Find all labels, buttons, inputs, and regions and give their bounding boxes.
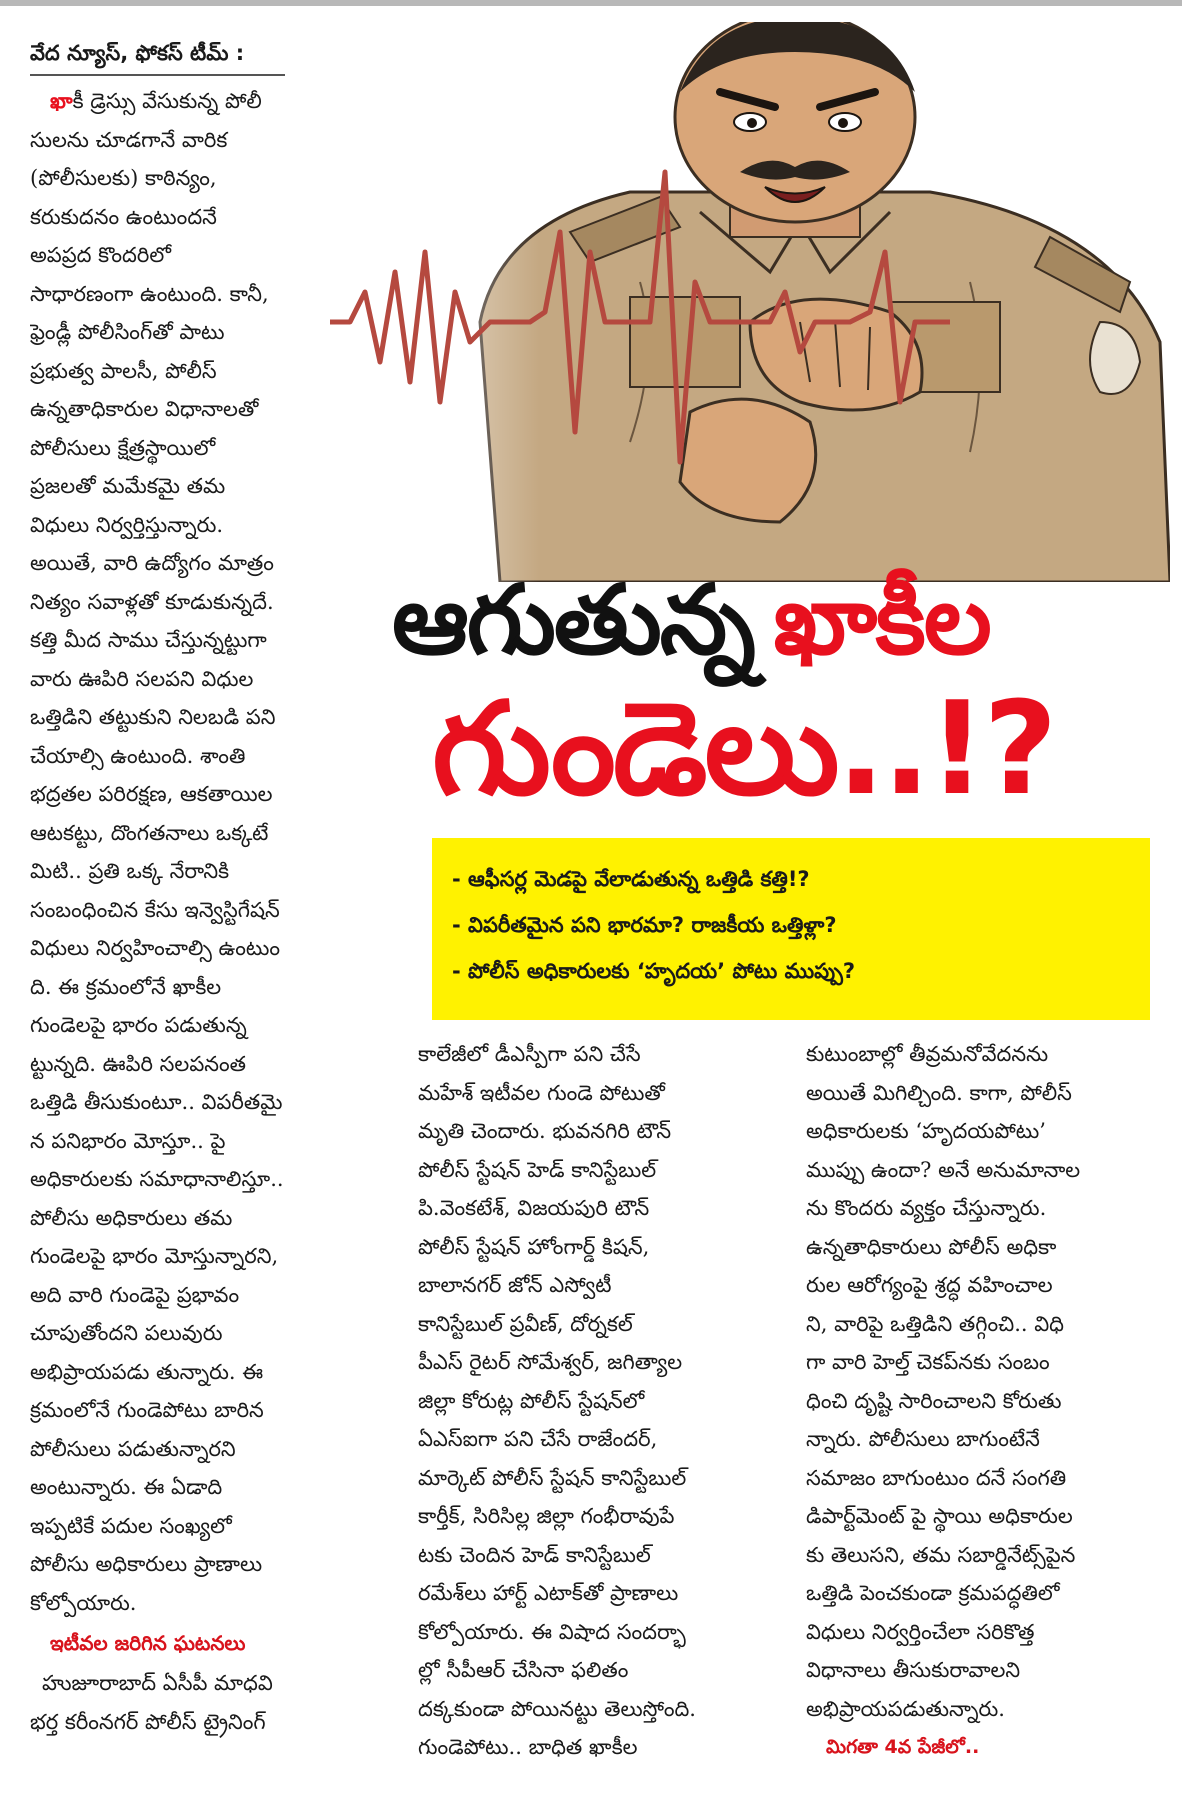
continued-on-page-4: మిగతా 4వ పేజీలో.. [826,1736,980,1758]
article-line: డిపార్ట్‌మెంట్ పై స్థాయి అధికారుల [806,1504,1073,1528]
article-line: కరుకుదనం ఉంటుందనే [30,204,217,229]
article-line: అభిప్రాయపడుతున్నారు. [806,1696,1005,1721]
subheading-recent-incidents: ఇటీవల జరిగిన ఘటనలు [50,1631,246,1655]
article-line: ఉన్నతాధికారుల విధానాలతో [30,397,259,421]
article-line: నిత్యం సవాళ్లతో కూడుకున్నదే. [30,589,274,614]
article-line: పోలీసులు క్షేత్రస్థాయిలో [30,435,216,460]
article-line: చేయాల్సి ఉంటుంది. శాంతి [30,743,246,768]
article-line: కార్తీక్, సిరిసిల్ల జిల్లా గంభీరావుపే [418,1504,675,1528]
article-line: ట్టున్నది. ఊపిరి సలపనంత [30,1051,246,1076]
article-line: క్రమంలోనే గుండెపోటు బారిన [30,1398,264,1422]
highlight-item: - ఆఫీసర్ల మెడపై వేలాడుతున్న ఒత్తిడి కత్తి!? [452,867,810,891]
article-line: ఉన్నతాధికారులు పోలీస్ అధికా [806,1234,1057,1259]
article-line: సమాజం బాగుంటుం దనే సంగతి [806,1465,1067,1490]
article-line: ఒత్తిడిని తట్టుకుని నిలబడి పని [30,705,276,729]
article-line: మహేశ్ ఇటీవల గుండె పోటుతో [418,1080,665,1105]
article-line: భర్త కరీంనగర్ పోలీస్ ట్రైనింగ్ [30,1709,266,1734]
article-line: గా వారి హెల్త్ చెకప్‌నకు సంబం [806,1350,1050,1374]
headline-line-1 [392,560,1172,680]
article-line: అంటున్నారు. ఈ ఏడాది [30,1475,223,1499]
headline-line-2: గుండెలు..!? [432,675,1055,824]
article-line: గుండెలపై భారం మోస్తున్నారని, [30,1244,279,1268]
article-line: ను కొందరు వ్యక్తం చేస్తున్నారు. [806,1196,1047,1220]
article-line: (పోలీసులకు) కాఠిన్యం, [30,166,217,190]
article-line: మిటి.. ప్రతి ఒక్క నేరానికి [30,859,230,883]
article-line: ఏఎస్ఐగా పని చేసే రాజేందర్, [418,1427,658,1451]
article-column-2 [418,1035,788,1767]
article-line: న పనిభారం మోస్తూ.. పై [30,1128,226,1153]
article-line: పోలీసు అధికారులు తమ [30,1205,233,1230]
article-line: రుల ఆరోగ్యంపై శ్రద్ధ వహించాల [806,1273,1053,1297]
article-line: చూపుతోందని పలువురు [30,1321,223,1345]
article-line: అయితే మిగిల్చింది. కాగా, పోలీస్ [806,1080,1072,1105]
article-line: ని, వారిపై ఒత్తిడిని తగ్గించి.. విధి [806,1311,1064,1336]
article-line: భద్రతల పరిరక్షణ, ఆకతాయిల [30,782,273,806]
article-line: కానిస్టేబుల్ ప్రవీణ్, దోర్నకల్ [418,1311,633,1336]
article-line: ది. ఈ క్రమంలోనే ఖాకీల [30,974,222,999]
article-line: విధులు నిర్వహించాల్సి ఉంటుం [30,936,281,960]
article-line-text: కీ డ్రెస్సు వేసుకున్న పోలీ [72,89,262,113]
headline-red-word: ఖాకీల [773,564,990,676]
headline-black-word: ఆగుతున్న [392,564,754,676]
article-line: జిల్లా కోరుట్ల పోలీస్ స్టేషన్‌లో [418,1388,645,1413]
article-line: టకు చెందిన హెడ్ కానిస్టేబుల్ [418,1542,651,1567]
article-line: వారు ఊపిరి సలపని విధుల [30,666,254,691]
article-line: ఇప్పటికే పదుల సంఖ్యలో [30,1513,232,1538]
article-line: ధించి దృష్టి సారించాలని కోరుతు [806,1388,1062,1413]
article-line: గుండెలపై భారం పడుతున్న [30,1013,247,1037]
article-line: ఆటకట్టు, దొంగతనాలు ఒక్కటే [30,820,269,845]
article-column-1 [30,34,360,1741]
article-line: సాధారణంగా ఉంటుంది. కానీ, [30,281,269,306]
article-line: కుటుంబాల్లో తీవ్రమనోవేదనను [806,1042,1049,1066]
article-line: మృతి చెందారు. భువనగిరి టౌన్ [418,1119,672,1143]
highlight-item: - పోలీస్ అధికారులకు ‘హృదయ’ పోటు ముప్పు? [452,959,856,983]
article-line: ప్రజలతో మమేకమై తమ [30,474,226,498]
article-lines-after [30,1664,360,1741]
article-line: విధులు నిర్వర్తిస్తున్నారు. [30,512,224,537]
article-line: కోల్పోయారు. [30,1590,137,1615]
article-line: అపప్రద కొందరిలో [30,243,171,267]
article-line: ల్లో సీపీఆర్ చేసినా ఫలితం [418,1658,629,1682]
article-line: అధికారులకు సమాధానాలిస్తూ.. [30,1167,284,1191]
article-line: విధులు నిర్వర్తించేలా సరికొత్త [806,1619,1035,1644]
police-officer-heart-attack-illustration [330,22,1170,582]
article-line: అధికారులకు ‘హృదయపోటు’ [806,1119,1046,1143]
article-lines [418,1035,788,1767]
article-line: పోలీసు అధికారులు ప్రాణాలు [30,1552,263,1576]
byline: వేద న్యూస్, ఫోకస్ టీమ్ : [30,34,285,76]
article-line: బాలానగర్ జోన్ ఎస్వోటీ [418,1273,612,1297]
article-lines [30,121,360,1623]
highlights-box [432,838,1150,1020]
article-line: రమేశ్‌లు హార్ట్ ఎటాక్‌తో ప్రాణాలు [418,1581,679,1605]
dropcap: ఖా [50,88,73,113]
article-line: పి.వెంకటేశ్, విజయపురి టౌన్ [418,1196,650,1220]
article-line: పీఎస్ రైటర్ సోమేశ్వర్, జగిత్యాల [418,1350,683,1374]
article-lines [806,1035,1166,1728]
article-column-3 [806,1035,1166,1766]
article-line: పోలీసులు పడుతున్నారని [30,1436,236,1461]
article-line: ఫ్రెండ్లీ పోలీసింగ్‌తో పాటు [30,320,225,344]
article-line [30,82,360,121]
article-line: ఒత్తిడి తీసుకుంటూ.. విపరీతమై [30,1090,283,1114]
article-line: పోలీస్ స్టేషన్ హెడ్ కానిస్టేబుల్ [418,1157,657,1182]
article-line: అయితే, వారి ఉద్యోగం మాత్రం [30,551,274,575]
article-line: అభిప్రాయపడు తున్నారు. ఈ [30,1359,264,1384]
article-line: విధానాలు తీసుకురావాలని [806,1658,1021,1682]
article-line: అది వారి గుండెపై ప్రభావం [30,1282,240,1307]
headline [392,560,1172,824]
article-line: ముప్పు ఉందా? అనే అనుమానాల [806,1157,1081,1182]
article-line: మార్కెట్ పోలీస్ స్టేషన్ కానిస్టేబుల్ [418,1465,687,1490]
article-line: పోలీస్ స్టేషన్ హోంగార్డ్ కిషన్, [418,1234,650,1259]
article-line: దక్కకుండా పోయినట్టు తెలుస్తోంది. [418,1696,696,1721]
highlight-item: - విపరీతమైన పని భారమా? రాజకీయ ఒత్తిళ్లా? [452,913,837,937]
article-line: కత్తి మీద సాము చేస్తున్నట్టుగా [30,628,267,652]
article-line: సులను చూడగానే వారిక [30,127,228,152]
top-rule [0,0,1182,6]
article-line: కాలేజీలో డీఎస్పీగా పని చేసే [418,1042,641,1066]
article-line: ఒత్తిడి పెంచకుండా క్రమపద్ధతిలో [806,1581,1060,1605]
article-line: సంబంధించిన కేసు ఇన్వెస్టిగేషన్ [30,897,280,922]
article-line: గుండెపోటు.. బాధిత ఖాకీల [418,1735,638,1759]
article-line: కోల్పోయారు. ఈ విషాద సందర్భా [418,1619,686,1644]
article-line: హుజూరాబాద్ ఏసీపీ మాధవి [42,1671,273,1695]
article-line: కు తెలుసని, తమ సబార్డినేట్స్‌పైన [806,1542,1076,1567]
article-line: ప్రభుత్వ పాలసీ, పోలీస్ [30,358,217,383]
article-line: న్నారు. పోలీసులు బాగుంటేనే [806,1427,1040,1451]
